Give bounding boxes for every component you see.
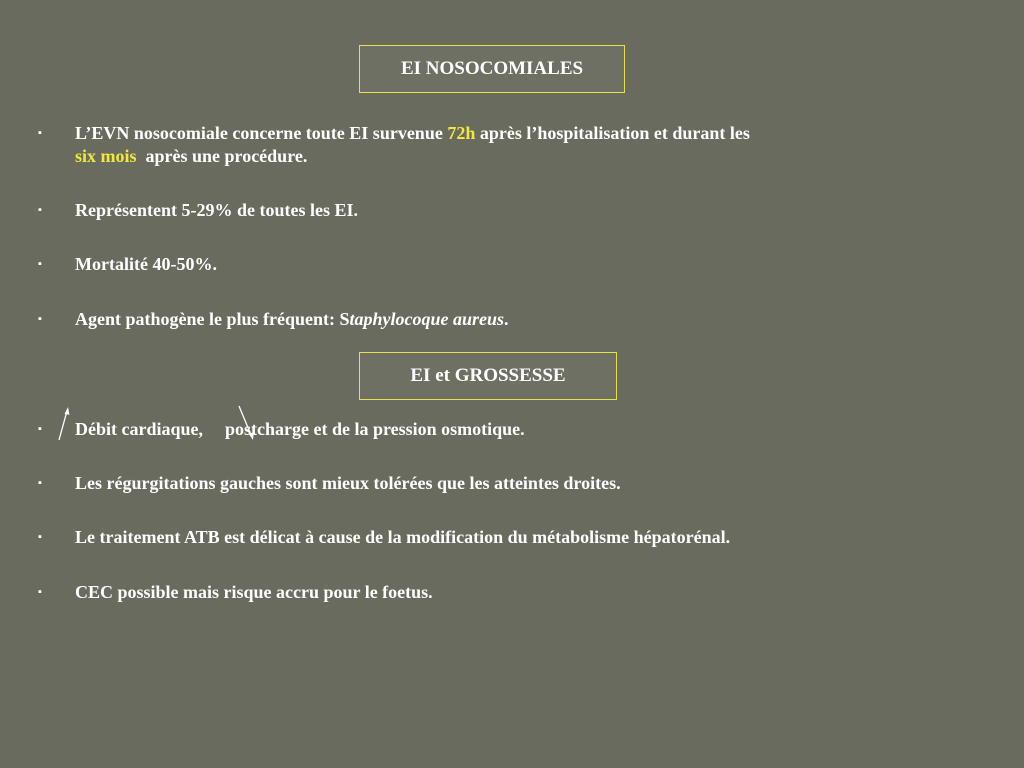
highlight-six-mois: six mois <box>75 146 137 166</box>
list-item-regurgitations <box>38 472 955 495</box>
bullet: ▪ <box>38 531 42 543</box>
item-text: L’EVN nosocomiale concerne toute EI survenue <box>75 123 448 143</box>
list-item-cec <box>38 581 955 604</box>
section-title-grossesse: EI et GROSSESSE <box>359 352 617 400</box>
item-text: après l’hospitalisation et durant les <box>475 123 750 143</box>
bullet: ▪ <box>38 586 42 598</box>
item-text: Représentent 5-29% de toutes les EI. <box>75 200 358 220</box>
bullet: ▪ <box>38 313 42 325</box>
item-text: . <box>504 309 509 329</box>
item-text: après une procédure. <box>136 146 308 166</box>
bullet: ▪ <box>38 477 42 489</box>
item-text: CEC possible mais risque accru pour le foetus. <box>75 582 433 602</box>
item-text: Débit cardiaque, <box>75 419 203 439</box>
item-text: postcharge et de la pression osmotique. <box>225 419 525 439</box>
item-text: Agent pathogène le plus fréquent: S <box>75 309 350 329</box>
list-item-evn-definition <box>38 122 955 168</box>
item-text: Mortalité 40-50%. <box>75 254 217 274</box>
item-text: Les régurgitations gauches sont mieux tolérées que les atteintes droites. <box>75 473 621 493</box>
highlight-72h: 72h <box>447 123 476 143</box>
list-item-proportion <box>38 199 955 222</box>
list-item-hemodynamics <box>38 418 955 441</box>
bullet: ▪ <box>38 204 42 216</box>
item-text: Le traitement ATB est délicat à cause de la modification du métabolisme hépatorénal. <box>75 527 731 547</box>
section-title-nosocomiales: EI NOSOCOMIALES <box>359 45 625 93</box>
arrow-up-icon <box>56 406 72 442</box>
bullet: ▪ <box>38 127 42 139</box>
list-item-pathogen <box>38 308 955 331</box>
list-item-atb-treatment <box>38 526 955 549</box>
pathogen-name: taphylocoque aureus <box>349 309 505 329</box>
list-item-mortality <box>38 253 955 276</box>
bullet: ▪ <box>38 258 42 270</box>
bullet: ▪ <box>38 423 42 435</box>
